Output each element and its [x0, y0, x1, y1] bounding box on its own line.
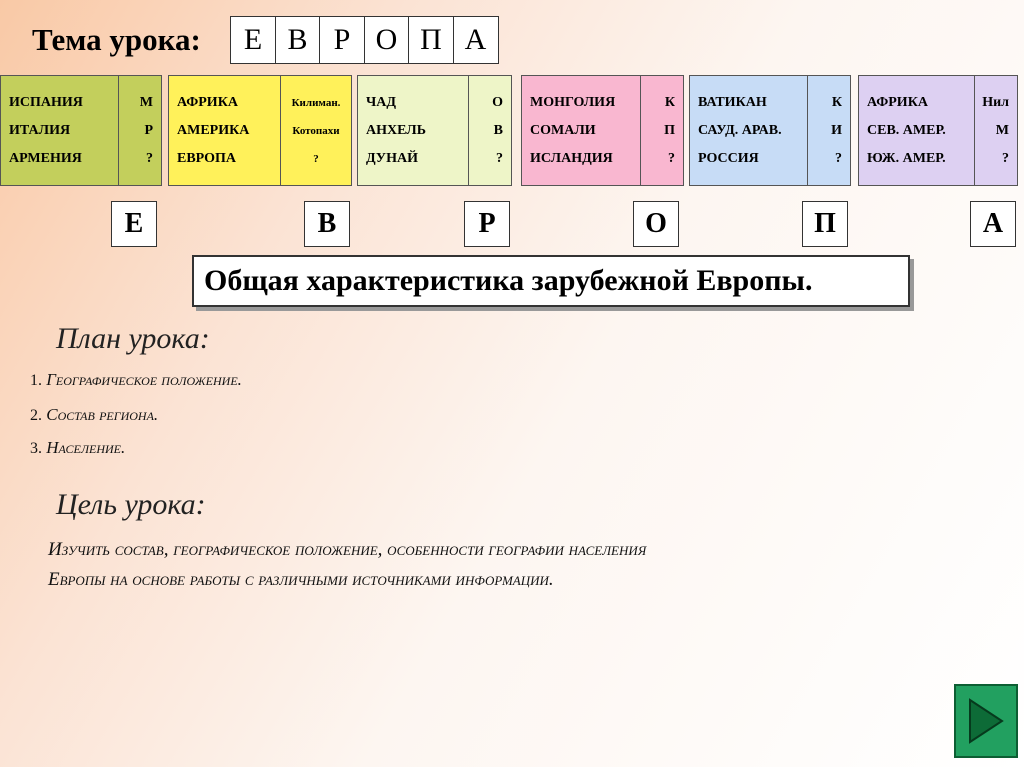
answer-letter-2[interactable]: В: [304, 201, 350, 247]
topic-letter: Р: [319, 16, 365, 64]
card-letter: ?: [1002, 151, 1009, 166]
card-item: АФРИКА: [867, 95, 928, 110]
answer-letter-6[interactable]: А: [970, 201, 1016, 247]
card-letter: Р: [144, 123, 153, 138]
card-item: АФРИКА: [177, 95, 238, 110]
card-letter: И: [831, 123, 842, 138]
card-item: АРМЕНИЯ: [9, 151, 82, 166]
card-item: АНХЕЛЬ: [366, 123, 426, 138]
card-countries: [358, 76, 469, 185]
card-countries: [522, 76, 641, 185]
card-countries: [1, 76, 119, 185]
answer-letter-3[interactable]: Р: [464, 201, 510, 247]
plan-item-text: Состав региона.: [46, 405, 159, 424]
card-letter: О: [492, 95, 503, 110]
card-countries: [690, 76, 808, 185]
goal-line-1: Изучить состав, географическое положение, особенности географии населения: [48, 539, 647, 560]
clue-card-5[interactable]: [689, 75, 851, 186]
next-slide-button[interactable]: [954, 684, 1018, 758]
topic-letters: [230, 16, 497, 64]
topic-letter: В: [275, 16, 321, 64]
plan-heading: План урока:: [56, 322, 210, 355]
card-item: ЕВРОПА: [177, 151, 237, 166]
topic-letter: А: [453, 16, 499, 64]
topic-letter: О: [364, 16, 410, 64]
card-item: ИСПАНИЯ: [9, 95, 83, 110]
plan-item: [30, 405, 158, 425]
clue-card-3[interactable]: [357, 75, 512, 186]
answer-letter-4[interactable]: О: [633, 201, 679, 247]
card-item: СЕВ. АМЕР.: [867, 123, 946, 138]
card-letters: [281, 76, 351, 185]
card-letter: В: [493, 123, 503, 138]
card-letters: [975, 76, 1017, 185]
card-letter: К: [831, 95, 842, 110]
card-item: АМЕРИКА: [177, 123, 250, 138]
clue-card-4[interactable]: [521, 75, 684, 186]
card-countries: [859, 76, 975, 185]
card-letter: П: [664, 123, 675, 138]
card-letter: ?: [835, 151, 842, 166]
card-letters: [808, 76, 850, 185]
card-item: ЧАД: [366, 95, 397, 110]
topic-letter: П: [408, 16, 454, 64]
plan-item-number: 2.: [30, 407, 42, 424]
plan-item: [30, 370, 242, 390]
card-letter: К: [664, 95, 675, 110]
topic-letter: Е: [230, 16, 276, 64]
card-letter: Нил: [982, 95, 1009, 110]
card-item: РОССИЯ: [698, 151, 759, 166]
card-letter: ?: [313, 153, 319, 165]
plan-item-number: 3.: [30, 440, 42, 457]
card-item: ДУНАЙ: [366, 151, 418, 166]
clue-card-1[interactable]: [0, 75, 162, 186]
card-letters: [641, 76, 683, 185]
plan-item-number: 1.: [30, 372, 42, 389]
answer-letter-1[interactable]: Е: [111, 201, 157, 247]
card-letter: Котопахи: [292, 125, 340, 137]
answer-letter-5[interactable]: П: [802, 201, 848, 247]
card-item: ИСЛАНДИЯ: [530, 151, 613, 166]
card-item: САУД. АРАВ.: [698, 123, 782, 138]
card-item: ЮЖ. АМЕР.: [867, 151, 946, 166]
goal-line-2: Европы на основе работы с различными источниками информации.: [48, 569, 554, 590]
card-item: СОМАЛИ: [530, 123, 596, 138]
clue-card-6[interactable]: [858, 75, 1018, 186]
card-letter: ?: [496, 151, 503, 166]
lesson-title: Общая характеристика зарубежной Европы.: [192, 255, 910, 307]
goal-text: [48, 535, 646, 595]
card-item: ВАТИКАН: [698, 95, 767, 110]
topic-label: Тема урока:: [32, 22, 201, 57]
card-letters: [469, 76, 511, 185]
goal-heading: Цель урока:: [56, 488, 206, 521]
play-triangle-icon: [966, 696, 1006, 746]
clue-card-2[interactable]: [168, 75, 352, 186]
card-item: МОНГОЛИЯ: [530, 95, 616, 110]
card-letter: ?: [668, 151, 675, 166]
card-letter: ?: [146, 151, 153, 166]
card-countries: [169, 76, 281, 185]
card-item: ИТАЛИЯ: [9, 123, 71, 138]
plan-item-text: Население.: [46, 438, 126, 457]
card-letters: [119, 76, 161, 185]
plan-item: [30, 438, 125, 458]
plan-item-text: Географическое положение.: [46, 370, 242, 389]
card-letter: М: [995, 123, 1009, 138]
card-letter: Килиман.: [291, 97, 341, 109]
card-letter: М: [139, 95, 153, 110]
